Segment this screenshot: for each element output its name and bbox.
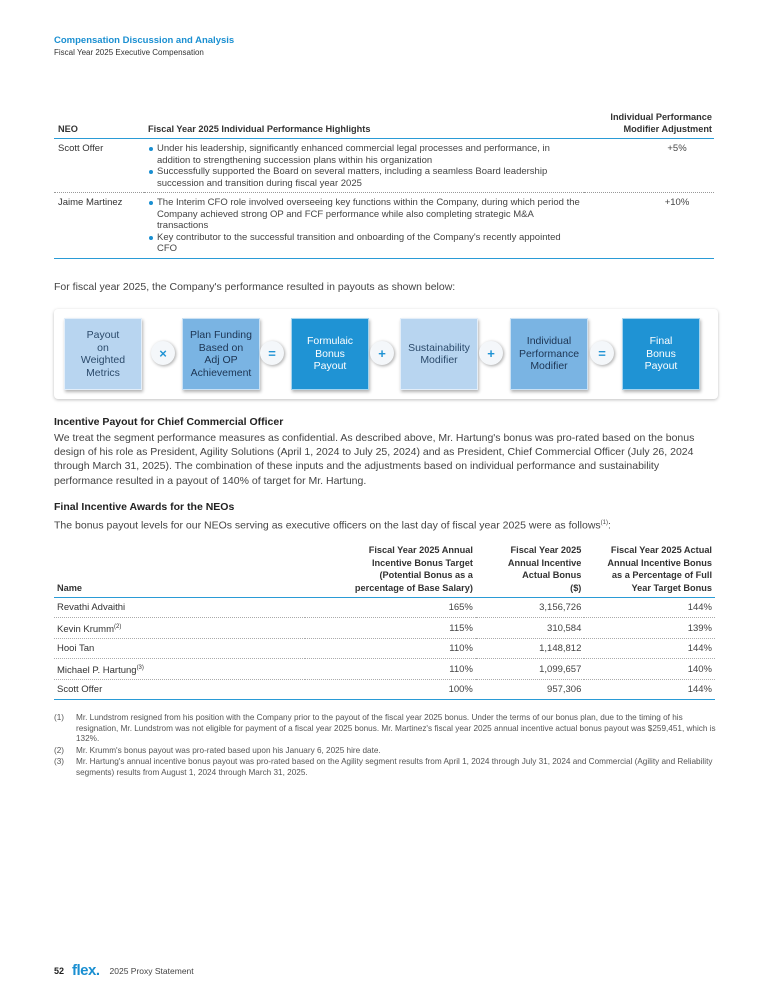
bonus-percentage: 140% (584, 658, 715, 680)
page-header (54, 35, 234, 58)
flow-box-label: Plan Funding Based on Adj OP Achievement (190, 329, 252, 379)
flow-box-label: Sustainability Modifier (408, 341, 470, 366)
actual-bonus: 310,584 (476, 617, 584, 639)
table-row (54, 193, 714, 259)
flex-logo: flex. (72, 962, 100, 979)
final-awards-intro (54, 516, 718, 533)
bonus-percentage: 144% (584, 598, 715, 618)
flow-box-final-bonus (622, 318, 700, 390)
equals-operator-icon: = (260, 341, 284, 365)
subsection-title: Fiscal Year 2025 Executive Compensation (54, 48, 204, 57)
bonus-target: 100% (305, 680, 476, 700)
final-awards-table (54, 544, 715, 700)
flow-box-formulaic-bonus (291, 318, 369, 390)
flow-box-label: Final Bonus Payout (644, 335, 678, 373)
flow-box-sustainability-modifier (400, 318, 478, 390)
footnote-number: (2) (54, 745, 65, 755)
header-target: Fiscal Year 2025 Annual Incentive Bonus Target (Potential Bonus as a percentage of Base Salary) (305, 544, 476, 598)
table-row (54, 617, 715, 639)
table-row (54, 680, 715, 700)
final-awards-intro-end: : (608, 519, 611, 532)
header-adjustment (584, 112, 714, 139)
footnote-ref: (3) (136, 664, 144, 671)
highlight-bullet: Successfully supported the Board on several matters, including a seamless Board leadership succession and transition during fiscal year 2025 (148, 166, 580, 189)
section-title: Compensation Discussion and Analysis (54, 35, 235, 46)
footnote-ref: (2) (114, 623, 122, 630)
header-pct: Fiscal Year 2025 Actual Annual Incentive Bonus as a Percentage of Full Year Target Bonus (584, 544, 715, 598)
table-header-row (54, 544, 715, 598)
document-title: 2025 Proxy Statement (109, 965, 194, 976)
footnote (54, 757, 718, 778)
highlight-bullet: The Interim CFO role involved overseeing key functions within the Company, during which period the Company achieved strong OP and FCF performance while also completing strategic M&A transactions (148, 197, 580, 232)
flow-box-plan-funding (182, 318, 260, 390)
final-awards-intro-text: The bonus payout levels for our NEOs serving as executive officers on the last day of fiscal year 2025 were as follows (54, 519, 601, 532)
table-row (54, 139, 714, 193)
neo-name: Kevin Krumm$^{(2)}$ (54, 617, 305, 639)
bonus-percentage: 139% (584, 617, 715, 639)
table-row (54, 658, 715, 680)
equals-operator-icon: = (590, 341, 614, 365)
neo-name: Hooi Tan (54, 639, 305, 659)
header-neo: NEO (54, 112, 144, 139)
multiply-operator-icon: × (151, 341, 175, 365)
bonus-target: 110% (305, 658, 476, 680)
awards-table-body (54, 598, 715, 700)
table-header-row (54, 112, 714, 139)
actual-bonus: 1,148,812 (476, 639, 584, 659)
payout-flow-diagram (54, 309, 718, 399)
actual-bonus: 3,156,726 (476, 598, 584, 618)
bonus-percentage: 144% (584, 639, 715, 659)
neo-name: Scott Offer (54, 139, 144, 193)
bonus-target: 110% (305, 639, 476, 659)
page-footer (54, 962, 194, 979)
plus-operator-icon: + (370, 341, 394, 365)
neo-name: Revathi Advaithi (54, 598, 305, 618)
highlights-cell (144, 193, 584, 259)
plus-operator-icon: + (479, 341, 503, 365)
footnote (54, 713, 718, 745)
header-name: Name (54, 544, 305, 598)
bonus-target: 115% (305, 617, 476, 639)
modifier-adjustment: +5% (584, 139, 714, 193)
flow-box-label: Payout on Weighted Metrics (80, 329, 126, 379)
footnotes (54, 713, 718, 780)
footnote-text: Mr. Krumm's bonus payout was pro-rated based upon his January 6, 2025 hire date. (76, 745, 381, 755)
bonus-target: 165% (305, 598, 476, 618)
highlight-bullet: Key contributor to the successful transition and onboarding of the Company's recently appointed CFO (148, 232, 580, 255)
cco-body: We treat the segment performance measures as confidential. As described above, Mr. Hartung's bonus was pro-rated based on the bonus design of his role as President, Agility Solutions (April 1, 2024 to July 25, 2024) and as President, Chief Commercial Officer (July 26, 2024 through March 31, 2025). The combination of these inputs and the adjustments based on individual performance and sustainability performance resulted in a payout of 140% of target for Mr. Hartung. (54, 432, 695, 487)
final-awards-heading: Final Incentive Awards for the NEOs (54, 501, 235, 513)
footnote-text: Mr. Hartung's annual incentive bonus payout was pro-rated based on the Agility segment results from April 1, 2024 through July 31, 2024 and Commercial (Agility and Reliability segments) results from August 1, 2024 through March 31, 2025. (76, 757, 713, 777)
header-highlights: Fiscal Year 2025 Individual Performance Highlights (144, 112, 584, 139)
flow-box-individual-modifier (510, 318, 588, 390)
cco-heading: Incentive Payout for Chief Commercial Officer (54, 416, 284, 428)
header-actual: Fiscal Year 2025 Annual Incentive Actual Bonus ($) (476, 544, 584, 598)
neo-name: Scott Offer (54, 680, 305, 700)
footnote-number: (1) (54, 713, 65, 722)
highlights-cell (144, 139, 584, 193)
page-number: 52 (54, 965, 65, 976)
footnote-number: (3) (54, 757, 65, 767)
header-adjustment-line2: Modifier Adjustment (623, 123, 712, 134)
actual-bonus: 1,099,657 (476, 658, 584, 680)
flow-box-label: Individual Performance Modifier (518, 335, 580, 373)
modifier-adjustment: +10% (584, 193, 714, 259)
header-adjustment-line1: Individual Performance (610, 112, 712, 122)
footnote-text: Mr. Lundstrom resigned from his position with the Company prior to the payout of the fiscal year 2025 bonus. Under the terms of our bonus plan, due to the timing of his resignation, Mr. Lundstrom was not eligible for payment of a fiscal year 2025 bonus. Mr. Martinez's fiscal year 2025 annual incentive actual bonus payout was $259,451, which is 132%. (76, 713, 716, 744)
footnote (54, 746, 718, 757)
flow-box-weighted-metrics (64, 318, 142, 390)
table-row (54, 598, 715, 618)
footnote-ref: (1) (600, 520, 609, 526)
intro-text: For fiscal year 2025, the Company's performance resulted in payouts as shown below: (54, 281, 456, 293)
neo-name: Jaime Martinez (54, 193, 144, 259)
actual-bonus: 957,306 (476, 680, 584, 700)
highlight-bullet: Under his leadership, significantly enhanced commercial legal processes and performance, in addition to strengthening succession plans within his organization (148, 143, 580, 166)
flow-box-label: Formulaic Bonus Payout (306, 335, 354, 373)
table-row (54, 639, 715, 659)
performance-highlights-table (54, 112, 714, 259)
bonus-percentage: 144% (584, 680, 715, 700)
neo-name: Michael P. Hartung$^{(3)}$ (54, 658, 305, 680)
